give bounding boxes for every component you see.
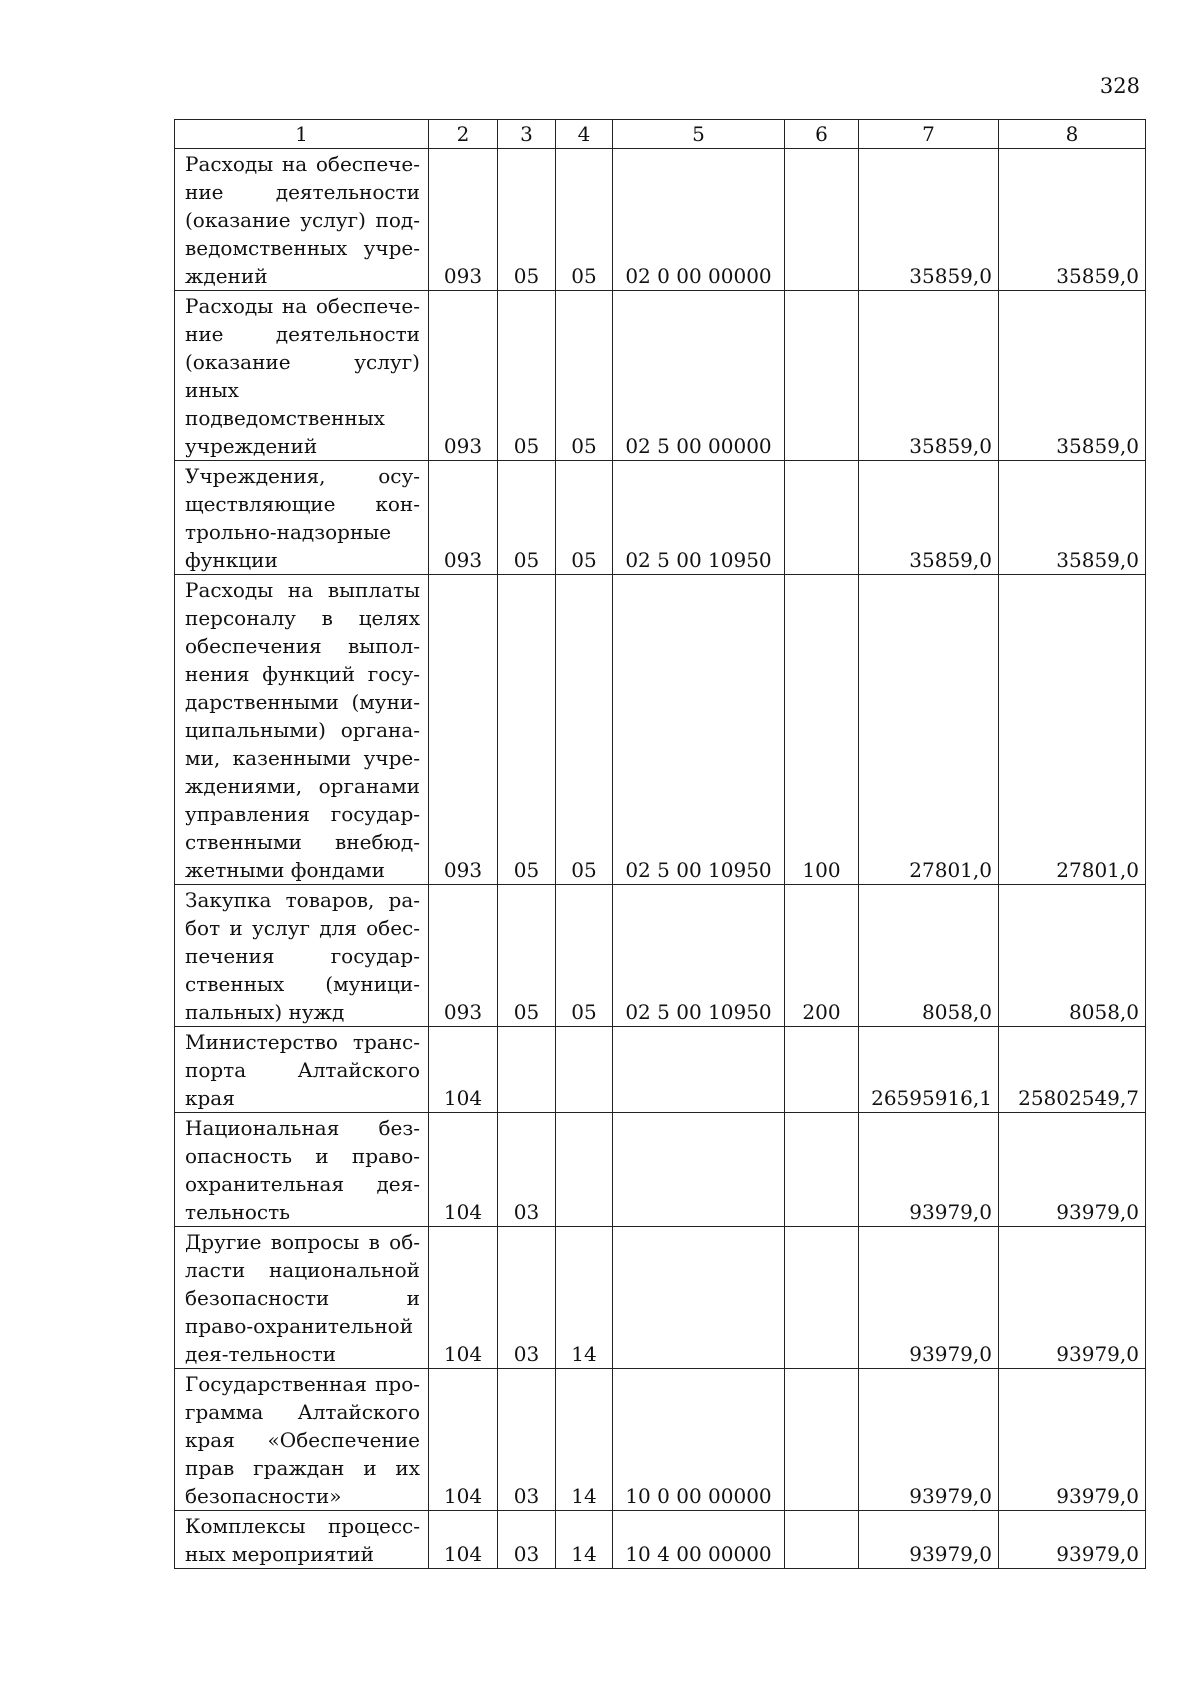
table-row [175, 575, 1146, 885]
cell-col3: 05 [498, 575, 556, 885]
cell-col2: 104 [429, 1113, 498, 1227]
cell-col8: 35859,0 [999, 149, 1146, 291]
cell-col3: 03 [498, 1227, 556, 1369]
cell-col8: 93979,0 [999, 1511, 1146, 1569]
cell-col6: 100 [785, 575, 859, 885]
cell-col5 [613, 1227, 785, 1369]
cell-col2: 093 [429, 885, 498, 1027]
cell-col6 [785, 149, 859, 291]
row-name: Министерство транс-порта Алтайского края [175, 1027, 429, 1113]
cell-col6: 200 [785, 885, 859, 1027]
row-name: Комплексы процесс-ных мероприятий [175, 1511, 429, 1569]
cell-col3: 05 [498, 291, 556, 461]
cell-col2: 093 [429, 461, 498, 575]
row-name: Другие вопросы в об-ласти национальной безопасности и право-охранительной дея-тельности [175, 1227, 429, 1369]
cell-col6 [785, 291, 859, 461]
column-header: 8 [999, 120, 1146, 149]
cell-col8: 93979,0 [999, 1113, 1146, 1227]
column-header: 3 [498, 120, 556, 149]
cell-col8: 93979,0 [999, 1369, 1146, 1511]
cell-col2: 104 [429, 1369, 498, 1511]
cell-col8: 27801,0 [999, 575, 1146, 885]
cell-col6 [785, 1369, 859, 1511]
table-row [175, 149, 1146, 291]
cell-col5: 02 5 00 10950 [613, 461, 785, 575]
cell-col3: 05 [498, 149, 556, 291]
cell-col4: 14 [556, 1227, 613, 1369]
column-header: 7 [859, 120, 999, 149]
table-row [175, 1027, 1146, 1113]
row-name: Расходы на обеспече-ние деятельности (оказание услуг) иных подведомственных учреждений [175, 291, 429, 461]
row-name: Учреждения, осу-ществляющие кон-трольно-надзорные функции [175, 461, 429, 575]
cell-col4: 05 [556, 885, 613, 1027]
cell-col7: 35859,0 [859, 291, 999, 461]
cell-col2: 104 [429, 1027, 498, 1113]
cell-col8: 25802549,7 [999, 1027, 1146, 1113]
column-header: 4 [556, 120, 613, 149]
cell-col2: 093 [429, 291, 498, 461]
cell-col7: 35859,0 [859, 149, 999, 291]
cell-col8: 93979,0 [999, 1227, 1146, 1369]
cell-col3: 03 [498, 1369, 556, 1511]
table-row [175, 291, 1146, 461]
cell-col6 [785, 1027, 859, 1113]
cell-col4: 14 [556, 1511, 613, 1569]
row-name: Государственная про-грамма Алтайского края «Обеспечение прав граждан и их безопасности» [175, 1369, 429, 1511]
cell-col3 [498, 1027, 556, 1113]
cell-col6 [785, 1227, 859, 1369]
cell-col7: 8058,0 [859, 885, 999, 1027]
cell-col6 [785, 461, 859, 575]
page-number: 328 [1099, 74, 1140, 98]
row-name: Национальная без-опасность и право-охранительная дея-тельность [175, 1113, 429, 1227]
cell-col3: 05 [498, 461, 556, 575]
header-row [175, 120, 1146, 149]
cell-col3: 03 [498, 1511, 556, 1569]
cell-col7: 93979,0 [859, 1113, 999, 1227]
cell-col4 [556, 1113, 613, 1227]
cell-col4: 05 [556, 291, 613, 461]
table-row [175, 1113, 1146, 1227]
cell-col7: 27801,0 [859, 575, 999, 885]
row-name: Расходы на выплаты персоналу в целях обеспечения выпол-нения функций госу-дарственными (муни-ципальными) органа-ми, казенными учре-ждениями, органами управления государ-ственными внебюд-жетными фондами [175, 575, 429, 885]
cell-col7: 93979,0 [859, 1227, 999, 1369]
cell-col2: 093 [429, 575, 498, 885]
cell-col5: 10 0 00 00000 [613, 1369, 785, 1511]
cell-col5: 02 5 00 10950 [613, 885, 785, 1027]
table-row [175, 1227, 1146, 1369]
cell-col5 [613, 1113, 785, 1227]
cell-col7: 26595916,1 [859, 1027, 999, 1113]
cell-col7: 35859,0 [859, 461, 999, 575]
cell-col4: 14 [556, 1369, 613, 1511]
row-name: Расходы на обеспече-ние деятельности (оказание услуг) под-ведомственных учре-ждений [175, 149, 429, 291]
cell-col5: 10 4 00 00000 [613, 1511, 785, 1569]
cell-col6 [785, 1113, 859, 1227]
cell-col6 [785, 1511, 859, 1569]
column-header: 5 [613, 120, 785, 149]
cell-col5: 02 5 00 00000 [613, 291, 785, 461]
column-header: 2 [429, 120, 498, 149]
cell-col8: 8058,0 [999, 885, 1146, 1027]
cell-col4: 05 [556, 149, 613, 291]
cell-col2: 104 [429, 1227, 498, 1369]
cell-col8: 35859,0 [999, 461, 1146, 575]
table-row [175, 1369, 1146, 1511]
cell-col7: 93979,0 [859, 1511, 999, 1569]
cell-col2: 104 [429, 1511, 498, 1569]
cell-col5: 02 5 00 10950 [613, 575, 785, 885]
column-header: 1 [175, 120, 429, 149]
table-row [175, 461, 1146, 575]
budget-table [174, 119, 1146, 1569]
cell-col5 [613, 1027, 785, 1113]
cell-col4: 05 [556, 575, 613, 885]
cell-col3: 03 [498, 1113, 556, 1227]
cell-col5: 02 0 00 00000 [613, 149, 785, 291]
cell-col7: 93979,0 [859, 1369, 999, 1511]
cell-col8: 35859,0 [999, 291, 1146, 461]
table-row [175, 1511, 1146, 1569]
cell-col3: 05 [498, 885, 556, 1027]
cell-col4: 05 [556, 461, 613, 575]
table-row [175, 885, 1146, 1027]
cell-col4 [556, 1027, 613, 1113]
column-header: 6 [785, 120, 859, 149]
row-name: Закупка товаров, ра-бот и услуг для обес-печения государ-ственных (муници-пальных) нужд [175, 885, 429, 1027]
cell-col2: 093 [429, 149, 498, 291]
